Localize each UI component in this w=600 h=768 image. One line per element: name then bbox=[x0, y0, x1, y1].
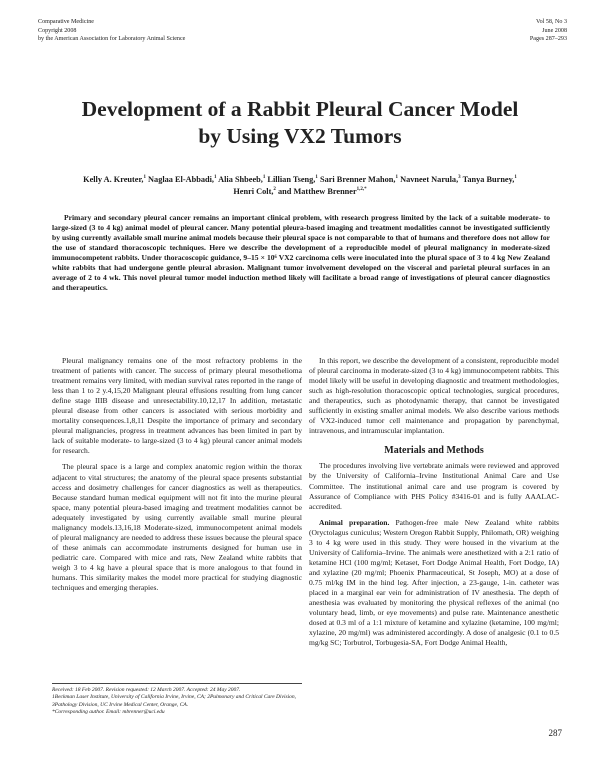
received-dates: Received: 18 Feb 2007. Revision requested: 12 March 2007. Accepted: 24 May 2007. bbox=[52, 687, 241, 693]
affiliation-mark: 1,2,* bbox=[356, 187, 367, 193]
publisher-line: by the American Association for Laboratory Animal Science bbox=[38, 36, 186, 43]
affiliation-mark: 1 bbox=[514, 175, 517, 181]
section-heading-methods: Materials and Methods bbox=[384, 445, 484, 457]
author-name: Lillian Tseng, bbox=[265, 175, 316, 184]
affiliation-mark: 1 bbox=[262, 175, 266, 181]
affiliation-mark: 2 bbox=[273, 187, 276, 193]
title-line-2: by Using VX2 Tumors bbox=[198, 124, 402, 148]
affiliations: 1Beckman Laser Institute, University of California Irvine, Irvine, CA; 2Pulmonary and Critical Care Division, 3Pathology Division, UC Irvine Medical Center, Orange, CA. bbox=[52, 694, 297, 708]
author-name: Kelly A. Kreuter, bbox=[83, 175, 144, 184]
author-name: Henri Colt, bbox=[233, 187, 274, 196]
intro-paragraph-3: In this report, we describe the development of a consistent, reproducible model of pleural carcinoma in moderate-sized (3 to 4 kg) immunocompetent rabbits. This model likely will be useful in developing diagnostic and treatment methodologies, such as high-resolution thoracoscopic optical technologies, surgical procedures, and therapeutics, such as photodynamic therapy, that cannot be investigated sufficiently in existing smaller animal models. We also describe various methods of VX2-induced tumor cell maintenance and propagation by parenchymal, intravenous, and intramuscular implantation. bbox=[309, 356, 559, 436]
journal-header-right bbox=[530, 18, 567, 44]
affiliation-mark: 1 bbox=[395, 175, 398, 181]
affiliation-mark: 3 bbox=[458, 175, 461, 181]
methods-paragraph-2 bbox=[309, 518, 559, 649]
author-name: Sari Brenner Mahon, bbox=[317, 175, 396, 184]
author-name: Alia Shbeeb, bbox=[216, 175, 263, 184]
methods-paragraph-1: The procedures involving live vertebrate animals were reviewed and approved by the University of California–Irvine Institutional Animal Care and Use Committee. The institutional animal care and use program is covered by Assurance of Compliance with PHS Policy #3416-01 and is fully AAALAC-accredited. bbox=[309, 461, 559, 511]
title-line-1: Development of a Rabbit Pleural Cancer Model bbox=[81, 97, 519, 121]
author-conjunction: and bbox=[275, 187, 294, 196]
author-name: Naglaa El-Abbadi, bbox=[145, 175, 214, 184]
author-name: Matthew Brenner bbox=[293, 187, 357, 196]
page-range: Pages 287–293 bbox=[529, 36, 567, 43]
affiliation-mark: 1 bbox=[214, 175, 217, 181]
abstract-text: Primary and secondary pleural cancer remains an important clinical problem, with research progress limited by the lack of a suitable moderate- to large-sized (3 to 4 kg) animal model of pleural cancer. Many potential pleura-based imaging and treatment modalities cannot be investigated sufficiently by using currently available small murine animal models because their pleural space is not comparable to that of humans and therefore does not allow for the use of standard thoracoscopic techniques. Here we describe the development of a reproducible model of pleural malignancy in moderate-sized immunocompetent rabbits. Under thoracoscopic guidance, 9–15 × 10⁶ VX2 carcinoma cells were inoculated into the plural space of 3 to 4 kg New Zealand white rabbits that had undergone gentle pleural abrasion. Malignant tumor involvement developed on the visceral and parietal pleural surfaces in an average of 2 to 4 wk. This novel pleural tumor model induction method likely will facilitate a broad range of investigations of pleural cancer diagnostics and therapeutics. bbox=[52, 213, 550, 293]
body-column-left bbox=[52, 356, 302, 599]
body-column-right bbox=[309, 356, 559, 654]
page-number: 287 bbox=[548, 728, 562, 738]
copyright-year: Copyright 2008 bbox=[38, 27, 77, 34]
intro-paragraph-2: The pleural space is a large and complex anatomic region within the thorax adjacent to vital structures; the anatomy of the pleural space presents substantial access and dosimetry challenges for cancer diagnostics as well as therapeutics. Because standard human medical equipment will not fit into the murine pleural space, many potential pleura-based imaging and treatment modalities cannot be adequately investigated by using currently available small murine pleural malignancy models.13,16,18 Moderate-sized, immunocompetent animal models of pleural malignancy are needed to address these issues because the pleural space of these animals can accommodate instruments designed for human use in pediatric care. Compared with mice and rats, New Zealand white rabbits that weigh 3 to 4 kg have a pleural space that is more analogous to that found in humans. This similarity makes the model more practical for studying diagnostic techniques and emerging therapies. bbox=[52, 462, 302, 593]
journal-header-left bbox=[38, 18, 185, 44]
abstract bbox=[52, 213, 550, 293]
methods-paragraph-2-text: Pathogen-free male New Zealand white rabbits (Oryctolagus cuniculus; Western Oregon Rabbit Supply, Philomath, OR) weighing 3 to 4 kg were used in this study. They were housed in the vivarium at the University of California–Irvine. The animals were anesthetized with a 2:1 ratio of ketamine HCl (100 mg/ml; Ketaset, Fort Dodge Animal Health, Fort Dodge, IA) and xylazine (20 mg/ml; Phoenix Pharmaceutical, St Joseph, MO) at a dose of 0.75 ml/kg IM in the hind leg. After injection, a 23-gauge, 1-in. catheter was placed in a marginal ear vein for administration of IV anesthesia. The depth of anesthesia was evaluated by monitoring the physical reflexes of the animal (no voluntary head, limb, or eye movements) and pulse rate. Maintenance anesthetic dosed at 0.3 ml of a 1:1 mixture of ketamine and xylazine (ketamine, 100 mg/ml; xylazine, 20 mg/ml) was administered accordingly. A dose of analgesic (0.1 to 0.5 mg/kg SC; Torbutrol, Torbugesia-SA, Fort Dodge Animal Health, bbox=[309, 517, 559, 648]
issue-date: June 2008 bbox=[542, 27, 567, 34]
author-list bbox=[60, 174, 540, 198]
affiliation-mark: 1 bbox=[315, 175, 318, 181]
footnote bbox=[52, 683, 302, 716]
article-title bbox=[40, 96, 560, 150]
author-name: Navneet Narula, bbox=[398, 175, 459, 184]
corresponding-author: *Corresponding author. Email: mbrenner@uci.edu bbox=[52, 708, 165, 715]
subsection-run-in-heading: Animal preparation. bbox=[319, 517, 390, 527]
intro-paragraph-1: Pleural malignancy remains one of the most refractory problems in the treatment of patients with cancer. The success of primary pleural mesothelioma treatment remains very limited, with median survival rates reported in the range of less than 1 to 2 y.4,15,20 Malignant pleural effusions resulting from lung cancer define stage IIIB disease and unresectability.10,12,17 In addition, metastatic pleural disease from other cancers is associated with serious morbidity and mortality consequences.1,8,11 Despite the importance of primary and secondary pleural malignancies, progress in treatment advances has been limited in part by lack of suitable moderate- to large-sized (3 to 4 kg) pleural cancer animal models for research. bbox=[52, 356, 302, 456]
author-name: Tanya Burney, bbox=[460, 175, 515, 184]
journal-name: Comparative Medicine bbox=[38, 19, 95, 25]
volume-issue: Vol 58, No 3 bbox=[535, 19, 567, 25]
affiliation-mark: 1 bbox=[143, 175, 146, 181]
